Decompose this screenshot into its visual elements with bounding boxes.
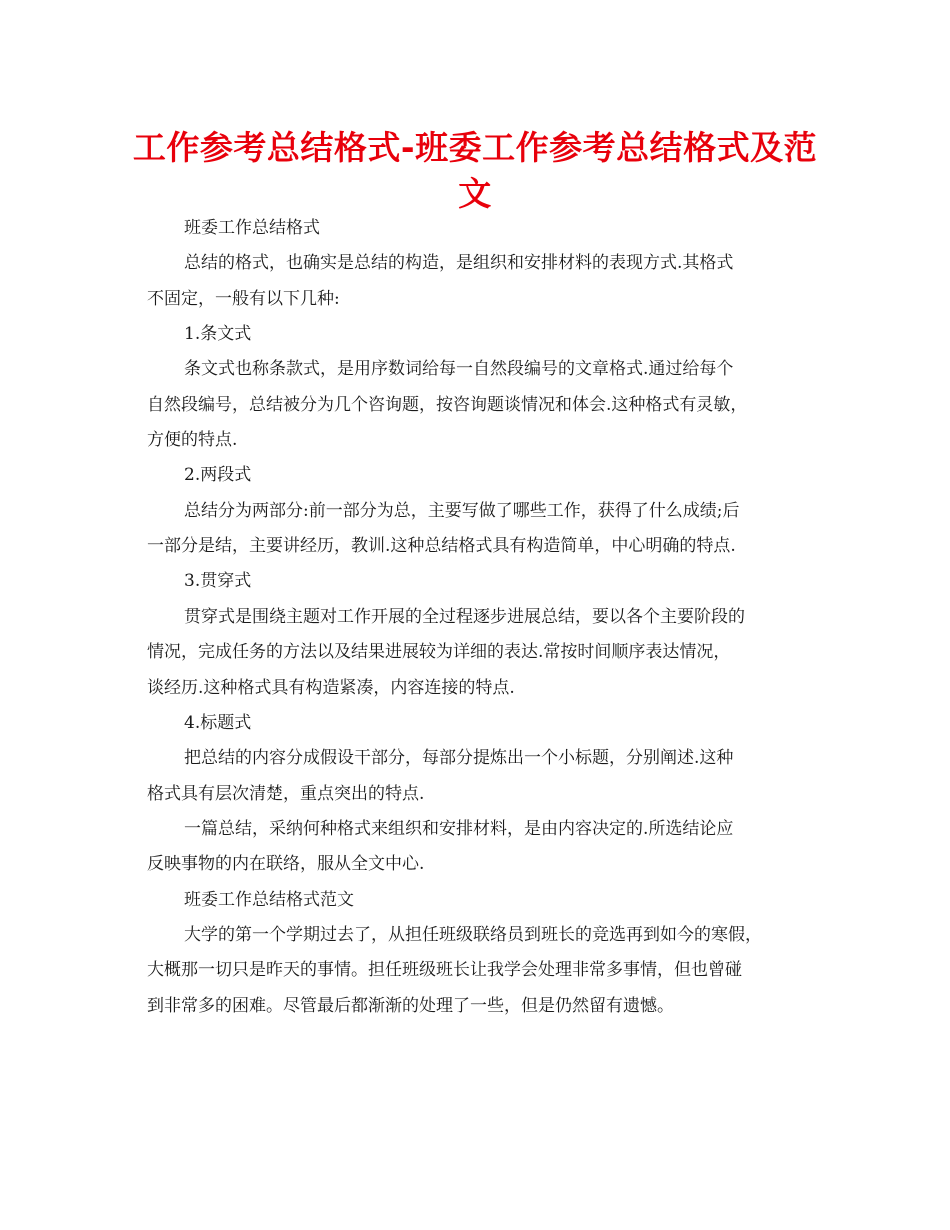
paragraph-line: 不固定，一般有以下几种: — [147, 289, 340, 309]
paragraph-line: 一篇总结，采纳何种格式来组织和安排材料，是由内容决定的.所选结论应 — [184, 819, 734, 839]
paragraph-line: 自然段编号，总结被分为几个咨询题，按咨询题谈情况和体会.这种格式有灵敏， — [147, 395, 748, 415]
list-heading: 4.标题式 — [184, 713, 252, 733]
paragraph-line: 贯穿式是围绕主题对工作开展的全过程逐步进展总结，要以各个主要阶段的 — [184, 607, 745, 627]
paragraph-line: 大概那一切只是昨天的事情。担任班级班长让我学会处理非常多事情，但也曾碰 — [147, 960, 742, 980]
list-heading: 3.贯穿式 — [184, 571, 252, 591]
section-heading: 班委工作总结格式范文 — [184, 890, 354, 910]
paragraph-line: 到非常多的困难。尽管最后都渐渐的处理了一些，但是仍然留有遗憾。 — [147, 996, 674, 1016]
paragraph-line: 条文式也称条款式，是用序数词给每一自然段编号的文章格式.通过给每个 — [184, 359, 734, 379]
paragraph-line: 反映事物的内在联络，服从全文中心. — [147, 854, 425, 874]
paragraph-line: 总结的格式，也确实是总结的构造，是组织和安排材料的表现方式.其格式 — [184, 253, 734, 273]
paragraph-line: 把总结的内容分成假设干部分，每部分提炼出一个小标题，分别阐述.这种 — [184, 748, 734, 768]
paragraph-line: 大学的第一个学期过去了，从担任班级联络员到班长的竞选再到如今的寒假， — [184, 925, 762, 945]
list-heading: 2.两段式 — [184, 465, 252, 485]
paragraph-line: 格式具有层次清楚，重点突出的特点. — [147, 784, 425, 804]
section-heading: 班委工作总结格式 — [184, 218, 320, 238]
paragraph-line: 方便的特点. — [147, 430, 238, 450]
paragraph-line: 谈经历.这种格式具有构造紧凑，内容连接的特点. — [147, 678, 515, 698]
paragraph-line: 总结分为两部分:前一部分为总，主要写做了哪些工作，获得了什么成绩;后 — [184, 501, 740, 521]
document-title-line-1: 工作参考总结格式-班委工作参考总结格式及范 — [132, 128, 818, 167]
list-heading: 1.条文式 — [184, 324, 252, 344]
document-title-line-2: 文 — [458, 174, 492, 213]
paragraph-line: 一部分是结，主要讲经历，教训.这种总结格式具有构造简单，中心明确的特点. — [147, 536, 736, 556]
paragraph-line: 情况，完成任务的方法以及结果进展较为详细的表达.常按时间顺序表达情况， — [147, 642, 731, 662]
